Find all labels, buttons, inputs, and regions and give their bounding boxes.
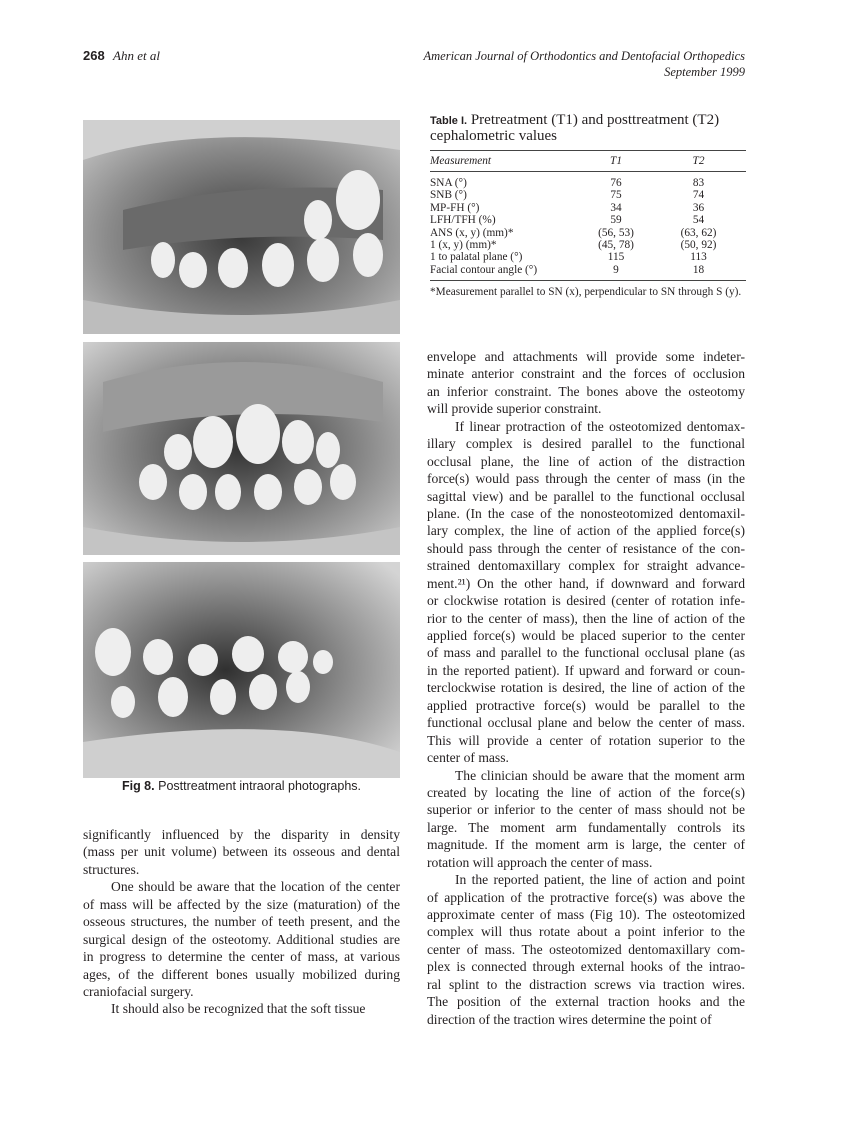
table-title: [430, 113, 746, 144]
running-authors: Ahn et al: [113, 48, 160, 63]
table-cell: 74: [692, 189, 705, 202]
table-cell: 83: [692, 177, 705, 189]
table-cell: 9: [613, 263, 619, 276]
text-line: lary complex, the line of action of the applied force(s): [427, 523, 745, 539]
table-cell: 1 to palatal plane (°): [430, 251, 523, 264]
paragraph: [83, 878, 400, 1000]
paragraph: [427, 767, 745, 872]
column-header: T2: [692, 154, 705, 167]
text-line: magnitude. If the moment arm is large, the center of: [427, 837, 745, 853]
text-line: ral splint to the distraction screws via traction wires.: [427, 976, 745, 992]
figure-caption-text: Posttreatment intraoral photographs.: [158, 779, 362, 793]
journal-title: American Journal of Orthodontics and Dentofacial Orthopedics: [423, 49, 745, 63]
intraoral-photo-1: [83, 120, 400, 334]
text-line: rior to the center of mass), then the line of action of the: [427, 610, 745, 626]
text-line: superior or inferior to the center of mass should not be: [427, 802, 745, 818]
column-header: Measurement: [430, 154, 492, 167]
text-line: surgical design of the osteotomy. Additional studies are: [83, 931, 400, 947]
text-line: functional occlusal plane and below the center of mass.: [427, 715, 745, 731]
text-line: plane. (In the case of the nonosteotomized dentomaxil-: [427, 505, 745, 521]
paragraph: [427, 348, 745, 418]
table-cell: (56, 53): [598, 226, 634, 239]
text-line: center of mass.: [427, 750, 509, 766]
text-line: in progress to determine the center of mass, at various: [83, 949, 400, 965]
table-cell: 36: [692, 201, 705, 214]
table-row: [430, 202, 746, 214]
text-line: osseous structures, the number of teeth present, and the: [83, 914, 400, 930]
text-line: The position of the external traction hooks and the: [427, 994, 745, 1010]
table-row: [430, 189, 746, 201]
paragraph: [427, 871, 745, 1028]
text-line: an inferior constraint. The bones above the osteotomy: [427, 383, 745, 399]
table-cell: MP-FH (°): [430, 201, 480, 214]
table-cell: (45, 78): [598, 239, 634, 252]
table-row: [430, 214, 746, 226]
issue-date: September 1999: [664, 65, 745, 79]
table-cell: 113: [690, 251, 707, 264]
paragraph: [427, 418, 745, 767]
table-row: [430, 251, 746, 263]
text-line: or clockwise rotation is desired (center of rotation infe-: [427, 593, 745, 609]
table-cell: SNB (°): [430, 189, 467, 202]
text-line: craniofacial surgery.: [83, 983, 194, 999]
table-cell: 115: [607, 251, 625, 264]
text-line: rotation will approach the center of mass.: [427, 854, 653, 870]
table-label: Table I.: [430, 115, 468, 127]
text-line: envelope and attachments will provide some indeter-: [427, 349, 745, 364]
running-journal: [424, 48, 746, 80]
text-line: center of mass. The osteotomized dentomaxillary com-: [427, 941, 745, 957]
table-cell: 34: [610, 201, 622, 214]
text-line: should pass through the center of resistance of the con-: [427, 540, 745, 556]
table-row: [430, 239, 746, 251]
table-cell: 59: [610, 214, 622, 227]
text-line: strained dentomaxillary complex for straight advance-: [427, 558, 745, 574]
table-footnote: *Measurement parallel to SN (x), perpendicular to SN through S (y).: [430, 286, 742, 299]
text-line: If linear protraction of the osteotomized dentomax-: [455, 418, 745, 434]
text-line: in the reported patient). If upward and forward or coun-: [427, 662, 745, 678]
figure-label: Fig 8.: [121, 779, 155, 793]
table-cell: 54: [692, 214, 705, 227]
text-line: ment.²¹) On the other hand, if downward and forward: [427, 575, 745, 591]
text-line: applied force(s) would be placed superior to the center: [427, 628, 745, 643]
table-cell: (63, 62): [680, 226, 717, 239]
table-title-line1: Pretreatment (T1) and posttreatment (T2): [470, 112, 720, 128]
table-cell: 1 (x, y) (mm)*: [430, 239, 497, 252]
text-line: complex will thus rotate about a point inferior to the: [427, 924, 745, 940]
text-line: One should be aware that the location of the center: [111, 879, 400, 895]
text-line: terclockwise rotation is desired, the line of action of the: [427, 680, 745, 696]
text-line: plex is connected through external hooks of the intrao-: [427, 959, 745, 975]
text-line: occlusal plane, the line of action of the distraction: [427, 453, 745, 469]
table-cell: 76: [610, 177, 622, 189]
text-line: minate anterior constraint and the forces of occlusion: [427, 366, 745, 382]
intraoral-photo-2: [83, 342, 400, 555]
table-cell: 18: [692, 263, 705, 276]
text-line: large. The moment arm fundamentally controls its: [427, 819, 745, 835]
text-line: structures.: [83, 861, 140, 877]
text-line: created by locating the line of action of the force(s): [427, 784, 745, 800]
column-header: T1: [610, 154, 622, 167]
text-line: In the reported patient, the line of action and point: [455, 872, 745, 888]
text-line: It should also be recognized that the soft tissue: [111, 1001, 366, 1017]
text-line: (mass per unit volume) between its osseous and dental: [83, 844, 400, 860]
table-cell: (50, 92): [680, 239, 717, 252]
page-number: 268: [83, 48, 105, 63]
data-table: [430, 151, 746, 276]
body-text-right-column: [427, 348, 745, 1028]
table-row: [430, 264, 746, 276]
table-cell: ANS (x, y) (mm)*: [430, 226, 514, 239]
text-line: direction of the traction wires determine the point of: [427, 1011, 712, 1027]
paragraph: [83, 1000, 400, 1017]
table-cephalometric: [430, 113, 746, 298]
text-line: force(s) would pass through the center of mass (in the: [427, 471, 745, 487]
text-line: significantly influenced by the disparity in density: [83, 827, 400, 842]
figure-caption: [83, 779, 400, 793]
table-cell: LFH/TFH (%): [430, 214, 496, 227]
table-cell: SNA (°): [430, 177, 467, 189]
table-row: [430, 172, 746, 190]
text-line: approximate center of mass (Fig 10). The osteotomized: [427, 907, 745, 922]
text-line: of mass and parallel to the functional occlusal plane (as: [427, 645, 745, 661]
table-title-line2: cephalometric values: [430, 128, 558, 144]
table-cell: 75: [610, 189, 622, 202]
intraoral-photo-3: [83, 562, 400, 778]
text-line: sagittal view) and be parallel to the functional occlusal: [427, 488, 745, 504]
text-line: of mass will be affected by the size (maturation) of the: [83, 896, 400, 912]
table-cell: Facial contour angle (°): [430, 263, 538, 276]
body-text-left-column: [83, 826, 400, 1018]
text-line: of application of the protractive force(s) was above the: [427, 889, 745, 905]
text-line: The clinician should be aware that the moment arm: [455, 767, 745, 783]
text-line: applied protractive force(s) would be parallel to the: [427, 697, 745, 713]
table-row: [430, 227, 746, 239]
paragraph: [83, 826, 400, 878]
text-line: This will provide a center of rotation superior to the: [427, 732, 745, 748]
text-line: will provide superior constraint.: [427, 401, 602, 417]
text-line: ages, of the different bones usually mobilized during: [83, 966, 400, 982]
text-line: illary complex is desired parallel to the functional: [427, 436, 745, 452]
